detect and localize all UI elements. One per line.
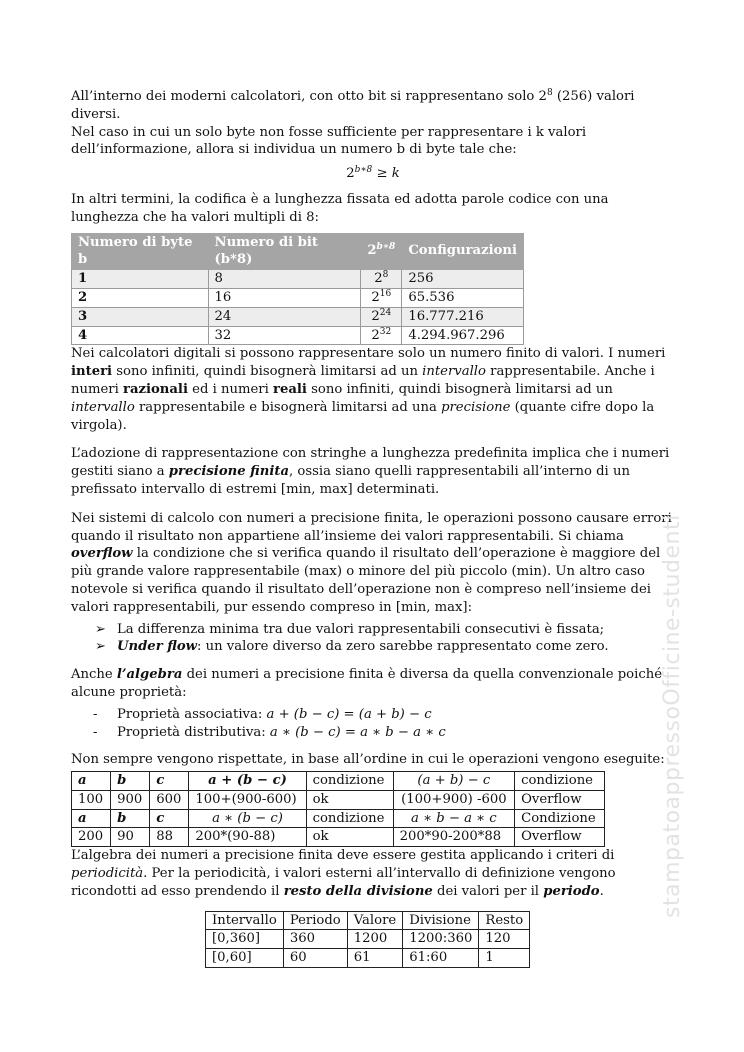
bullet-list — [71, 621, 675, 657]
properties-list — [71, 706, 675, 742]
list-item: - Proprietà associativa: a + (b − c) = (a + b) − c — [93, 706, 432, 722]
periodicity-table — [205, 911, 530, 968]
digital-paragraph: Nei calcolatori digitali si possono rappresentare solo un numero finito di valori. I numeri interi sono infiniti, quindi bisognerà limitarsi ad un intervallo rappresentabile. Anche i numeri razionali ed i numeri reali sono infiniti, quindi bisognerà limitarsi ad un intervallo rappresentabile e bisognerà limitarsi ad una precisione (quante cifre dopo la virgola). — [71, 346, 666, 433]
list-item: - Proprietà distributiva: a ∗ (b − c) = a ∗ b − a ∗ c — [93, 724, 446, 740]
arrow-bullet-icon: ➢ — [95, 621, 107, 637]
table-row: 100 900 600 100+(900-600) ok (100+900) -600 Overflow — [72, 790, 605, 809]
watermark: stampatoappressoOfficine-studenti — [660, 514, 685, 918]
table-header-row: Numero di byte b Numero di bit (b*8) $2^{b∗8}$ Configurazioni — [72, 233, 524, 270]
table-row: 3 24 $2^{24}$ 16.777.216 — [72, 307, 524, 326]
adoption-paragraph: L’adozione di rappresentazione con stringhe a lunghezza predefinita implica che i numeri gestiti siano a precisione finita, ossia siano quelli rappresentabili all’interno di un prefissato intervallo di estremi [min, max] determinati. — [71, 446, 670, 497]
document-page — [71, 88, 675, 968]
bytes-table — [71, 233, 524, 346]
systems-paragraph: Nei sistemi di calcolo con numeri a precisione finita, le operazioni possono causare errori quando il risultato non appartiene all’insieme dei valori rappresentabili. Si chiama overflow la condizione che si verifica quando il risultato dell’operazione è maggiore del più grande valore rappresentabile (max) o minore del più piccolo (min). Un altro caso notevole si verifica quando il risultato dell’operazione non è compreso nell’insieme dei valori rappresentabili, pur essendo compreso in [min, max]: — [71, 510, 672, 615]
arrow-bullet-icon: ➢ — [95, 639, 107, 655]
intro-paragraph: All’interno dei moderni calcolatori, con otto bit si rappresentano solo $2^8$ (256) valori diversi. Nel caso in cui un solo byte non fosse sufficiente per rappresentare i k valori dell’informazione, allora si individua un numero b di byte tale che: — [71, 88, 635, 158]
table-row: 200 90 88 200*(90-88) ok 200*90-200*88 Overflow — [72, 828, 605, 847]
algebra-paragraph: Anche l’algebra dei numeri a precisione finita è diversa da quella convenzionale poiché alcune proprietà: — [71, 667, 663, 700]
table-row: 2 16 $2^{16}$ 65.536 — [72, 288, 524, 307]
table-row: 4 32 $2^{32}$ 4.294.967.296 — [72, 326, 524, 345]
formula: $2^{b∗8} \ge k$ — [346, 165, 400, 182]
table-header-row: a b c a + (b − c) condizione (a + b) − c condizione — [72, 772, 605, 791]
table-row: [0,60] 60 61 61:60 1 — [206, 949, 530, 968]
table-header-row: a b c a ∗ (b − c) condizione a ∗ b − a ∗ c Condizione — [72, 809, 605, 828]
table-row: [0,360] 360 1200 1200:360 120 — [206, 930, 530, 949]
operations-table — [71, 771, 605, 847]
table-row: 1 8 $2^8$ 256 — [72, 270, 524, 289]
list-item: ➢ Under flow: un valore diverso da zero sarebbe rappresentato come zero. — [95, 639, 609, 655]
list-item: ➢ La differenza minima tra due valori rappresentabili consecutivi è fissata; — [95, 621, 605, 637]
fixed-length-paragraph: In altri termini, la codifica è a lunghezza fissata ed adotta parole codice con una lunghezza che ha valori multipli di 8: — [71, 191, 609, 225]
periodicity-paragraph: L’algebra dei numeri a precisione finita deve essere gestita applicando i criteri di periodicità. Per la periodicità, i valori esterni all’intervallo di definizione vengono ricondotti ad esso prendendo il resto della divisione dei valori per il periodo. — [71, 848, 616, 899]
table-header-row: Intervallo Periodo Valore Divisione Resto — [206, 911, 530, 930]
not-always-paragraph: Non sempre vengono rispettate, in base all’ordine in cui le operazioni vengono eseguite: — [71, 752, 665, 768]
